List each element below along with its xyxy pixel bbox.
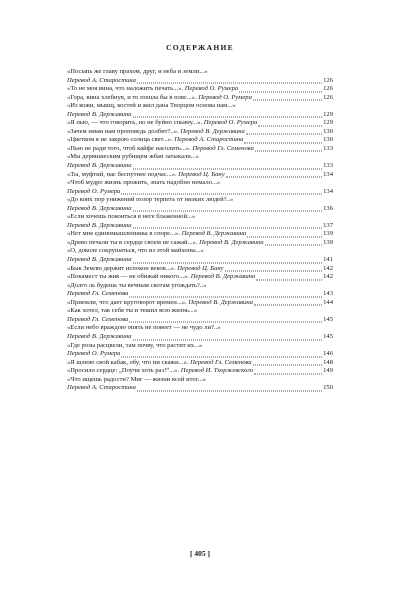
page-number-bracket-right: ] [205,549,210,558]
toc-entry [67,213,333,222]
toc-entry [67,68,333,77]
translator-credit: Перевод В. Державина [199,238,264,246]
toc-page-number: 133 [323,162,333,170]
toc-page-number: 143 [323,290,333,298]
translator-credit: Перевод В. Державина [180,127,245,135]
poem-first-line: «Если хочешь покоиться в неге блаженной...» [67,213,196,221]
toc-entry [67,230,333,239]
toc-page-number: 130 [323,127,333,135]
toc-page-number: 144 [323,298,333,306]
translator-credit: Перевод А. Старостина [174,136,244,144]
translator-credit: Перевод В. Державина [67,204,132,212]
translator-credit: Перевод А. Старостина [67,384,136,392]
translator-credit: Перевод О. Румера [67,187,121,195]
toc-entry [67,239,333,248]
dot-leader [254,299,322,306]
translator-credit: Перевод О. Румера [203,119,258,127]
poem-first-line: «Посыпь же главу прахом, друг, и неба и земли...» [67,68,208,75]
toc-page-number: 126 [323,85,333,93]
toc-page-number: 145 [323,332,333,340]
toc-entry-text [67,230,246,239]
toc-entry-text [67,162,132,171]
translator-credit: Перевод В. Державина [67,162,132,170]
dot-leader [265,239,322,246]
toc-entry-text [67,85,238,94]
translator-credit: Перевод В. Державина [181,230,247,238]
toc-entry [67,376,333,385]
poem-first-line: «Пью не ради того, чтоб кайфе насолить...». [67,144,193,152]
poem-first-line: «Зачем имам нам проповедь долбит?..». [67,127,181,135]
poem-first-line: «Ты, муфтий, нас беспутнее подчас...». [67,170,179,178]
toc-entry-text [67,136,243,145]
toc-entry [67,307,333,316]
translator-credit: Перевод Ц. Бану [177,264,224,272]
dot-leader [129,290,322,297]
toc-entry [67,324,333,333]
page-number-bracket-left: [ [190,549,195,558]
toc-entry [67,290,333,299]
toc-entry-text [67,273,255,282]
translator-credit: Перевод В. Державина [67,110,132,118]
poem-first-line: «Я шлюю свой кабак, лбу, что ни скажи...». [67,358,191,366]
toc-page-number: 139 [323,230,333,238]
page-number [0,549,400,558]
dot-leader [133,333,323,340]
toc-entry [67,153,333,162]
toc-page-number: 126 [323,76,333,84]
translator-credit: Перевод О. Румера [198,93,252,101]
poem-first-line: «До коих пор унижений позор терпеть от низких людей?..» [67,196,234,204]
toc-page-number: 129 [323,110,333,118]
toc-entry [67,205,333,214]
toc-entry [67,333,333,342]
toc-entry [67,222,333,231]
table-of-contents [67,68,333,393]
toc-entry-text [67,282,333,291]
toc-entry [67,162,333,171]
toc-page-number: 146 [323,350,333,358]
toc-page-number: 149 [323,367,333,375]
toc-entry-text [67,247,333,256]
toc-entry [67,111,333,120]
toc-entry-text [67,111,132,120]
toc-entry [67,77,333,86]
toc-entry [67,179,333,188]
poem-first-line: «То не моя вина, что наложить печать...». [67,85,185,93]
toc-page-number: 148 [323,358,333,366]
toc-entry-text [67,205,132,214]
toc-entry [67,282,333,291]
toc-entry [67,342,333,351]
toc-entry [67,188,333,197]
toc-entry-text [67,77,136,86]
translator-credit: Перевод Ц. Бану [178,170,225,178]
dot-leader [254,367,322,374]
poem-first-line: «Покамест ты жив — не обижай никого...». [67,273,191,281]
dot-leader [256,273,322,280]
dot-leader [133,205,323,212]
toc-entry-text [67,299,253,308]
toc-page-number: 142 [323,264,333,272]
toc-entry [67,94,333,103]
dot-leader [121,188,322,195]
poem-first-line: «Я пью, — что говорить, но не буйно спьяну...». [67,119,204,127]
dot-leader [246,128,322,135]
toc-entry-text [67,119,257,128]
dot-leader [137,384,322,391]
poem-first-line: «Где розы расцвели, там почву, что растит их...» [67,341,203,349]
translator-credit: Перевод И. Тхоржевского [180,367,254,375]
poem-first-line: «Чтоб мудро жизнь прожить, знать надобно немало...» [67,179,221,187]
translator-credit: Перевод В. Державина [67,221,132,229]
toc-entry-text [67,145,254,154]
poem-first-line: «Как хотел, так себя ты и тешил всю жизнь...» [67,307,198,315]
toc-entry [67,136,333,145]
toc-entry-text [67,179,333,188]
toc-entry [67,316,333,325]
page-number-value: 405 [194,549,206,558]
poem-first-line: «Цветком я не закрою солнца свет...». [67,136,175,144]
toc-entry-text [67,188,120,197]
toc-entry [67,384,333,393]
toc-entry-text [67,265,224,274]
translator-credit: Перевод Гл. Семенова [67,290,129,298]
toc-entry-text [67,94,252,103]
toc-page-number: 133 [323,144,333,152]
toc-page-number: 145 [323,315,333,323]
toc-entry-text [67,342,333,351]
dot-leader [225,265,323,272]
dot-leader [244,136,322,143]
translator-credit: Перевод Гл. Семенова [67,315,129,323]
toc-page-number: 126 [323,93,333,101]
dot-leader [239,85,322,92]
toc-entry-text [67,333,132,342]
toc-entry-text [67,213,333,222]
toc-entry-text [67,367,253,376]
dot-leader [247,230,322,237]
toc-page-number: 130 [323,136,333,144]
translator-credit: Перевод О. Румера [184,85,239,93]
toc-entry [67,350,333,359]
toc-page-number: 134 [323,170,333,178]
translator-credit: Перевод В. Державина [188,298,253,306]
toc-entry [67,256,333,265]
toc-entry [67,196,333,205]
poem-first-line: «Долго ль будешь ты вечным скотам угождать?..» [67,281,207,289]
page-title: СОДЕРЖАНИЕ [166,43,234,52]
dot-leader [253,94,322,101]
toc-entry-text [67,68,333,77]
toc-entry [67,145,333,154]
dot-leader [121,350,322,357]
poem-first-line: «Что ищешь радости? Миг — жизни всей итог...» [67,375,206,383]
toc-entry [67,102,333,111]
translator-credit: Перевод В. Державина [67,332,132,340]
dot-leader [133,162,323,169]
toc-entry [67,299,333,308]
toc-entry [67,367,333,376]
dot-leader [258,119,322,126]
poem-first-line: «Древо печали ты в сердце своем не сажай...». [67,238,200,246]
translator-credit: Перевод О. Румера [67,350,121,358]
toc-page-number: 139 [323,238,333,246]
toc-page-number: 136 [323,204,333,212]
toc-entry-text [67,153,333,162]
poem-first-line: «Из кожи, мышц, костей и жил дана Творцом основа нам...» [67,102,236,110]
toc-page-number: 141 [323,256,333,264]
toc-entry-text [67,171,225,180]
poem-first-line: «Приемли, что дает круговорот времен...». [67,298,189,306]
poem-first-line: «Просило сердце: „Поучи хоть раз!“...». [67,367,181,375]
toc-page-number: 150 [323,384,333,392]
toc-entry-text [67,239,264,248]
poem-first-line: «Гора, вина хлебнув, и то пошла бы в пляс...». [67,93,199,101]
toc-entry [67,171,333,180]
translator-credit: Перевод А. Старостина [67,76,136,84]
toc-entry [67,265,333,274]
dot-leader [137,77,322,84]
toc-entry-text [67,256,132,265]
toc-entry [67,273,333,282]
dot-leader [133,111,323,118]
toc-entry [67,247,333,256]
poem-first-line: «Нет мне единомышленника в споре...». [67,230,182,238]
toc-entry [67,85,333,94]
toc-page-number: 129 [323,119,333,127]
toc-entry-text [67,290,128,299]
toc-entry-text [67,316,128,325]
toc-entry-text [67,384,136,393]
toc-entry-text [67,376,333,385]
toc-entry-text [67,128,245,137]
translator-credit: Перевод Гл. Семенова [192,144,254,152]
toc-entry-text [67,359,252,368]
dot-leader [255,145,322,152]
poem-first-line: «Бык Землю держит испокон веков...». [67,264,178,272]
toc-entry-text [67,324,333,333]
translator-credit: Перевод В. Державина [67,256,132,264]
toc-entry-text [67,350,120,359]
dot-leader [226,171,322,178]
poem-first-line: «Если небо враждою опять не повеет — не чудо ли?..» [67,324,221,332]
toc-page-number: 134 [323,187,333,195]
toc-entry-text [67,222,132,231]
toc-entry [67,128,333,137]
translator-credit: Перевод В. Державина [190,273,256,281]
dot-leader [253,359,322,366]
toc-entry [67,359,333,368]
dot-leader [129,316,322,323]
toc-page-number: 137 [323,221,333,229]
dot-leader [133,222,323,229]
dot-leader [133,256,323,263]
toc-entry-text [67,196,333,205]
toc-entry [67,119,333,128]
poem-first-line: «О, доколе сокрушаться, что из этой майхоны...» [67,247,204,255]
translator-credit: Перевод Гл. Семенова [190,358,252,366]
toc-entry-text [67,307,333,316]
poem-first-line: «Мы дервишеским рубищем жбан затыкали...» [67,153,199,161]
toc-page-number: 142 [323,273,333,281]
toc-entry-text [67,102,333,111]
